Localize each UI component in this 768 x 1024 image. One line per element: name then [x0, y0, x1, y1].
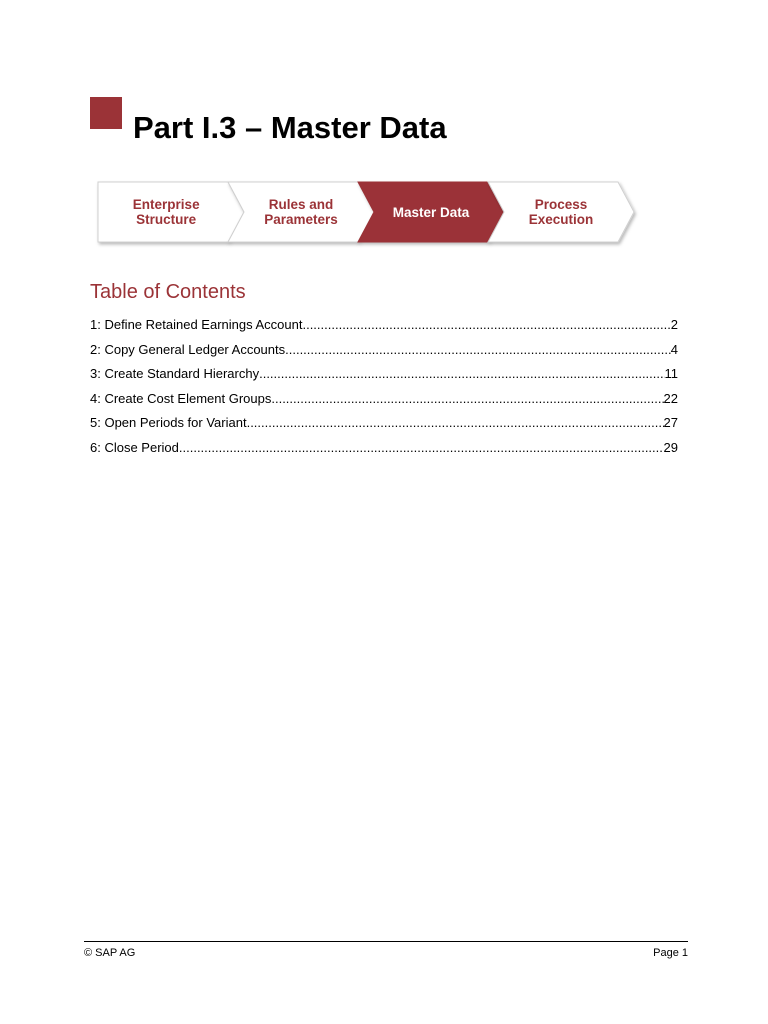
footer-divider: [84, 941, 688, 942]
title-marker-square: [90, 97, 122, 129]
toc-dot-leader: [302, 316, 670, 334]
toc-dot-leader: [285, 341, 671, 359]
toc-entry[interactable]: [90, 414, 678, 439]
toc-entry-page: 4: [670, 341, 678, 357]
toc-entry-page: 29: [663, 439, 678, 455]
toc-entry-title: 2: Copy General Ledger Accounts: [90, 341, 286, 357]
toc-entry-title: 5: Open Periods for Variant: [90, 415, 247, 430]
toc-entry[interactable]: [90, 439, 678, 464]
footer-page-number: Page 1: [653, 947, 688, 959]
toc-entry[interactable]: [90, 390, 678, 415]
page-title: Part I.3 – Master Data: [133, 110, 447, 145]
process-step-rules-and-parameters: Rules and Parameters: [264, 197, 338, 227]
toc-entry-page: 27: [663, 415, 678, 430]
process-step-master-data: Master Data: [392, 204, 470, 220]
process-step-enterprise-structure: Enterprise Structure: [132, 197, 200, 227]
toc-entry-page: 11: [664, 366, 678, 381]
toc-entry-title: 6: Close Period: [90, 439, 179, 455]
toc-entry[interactable]: [90, 341, 678, 366]
toc-entry[interactable]: [90, 365, 678, 390]
toc-entry-page: 2: [670, 317, 678, 332]
toc-dot-leader: [271, 390, 663, 408]
toc-entry-title: 4: Create Cost Element Groups: [90, 390, 272, 406]
toc-list: [90, 316, 678, 463]
process-step-process-execution: Process Execution: [528, 197, 594, 227]
footer-copyright: © SAP AG: [84, 947, 136, 959]
toc-entry-title: 1: Define Retained Earnings Account: [90, 317, 303, 332]
toc-dot-leader: [179, 439, 664, 457]
toc-dot-leader: [259, 365, 664, 383]
toc-entry[interactable]: [90, 316, 678, 341]
toc-dot-leader: [247, 414, 664, 432]
process-flow: [94, 179, 642, 249]
toc-entry-page: 22: [663, 390, 678, 406]
toc-heading: Table of Contents: [90, 281, 246, 303]
toc-entry-title: 3: Create Standard Hierarchy: [90, 366, 260, 381]
